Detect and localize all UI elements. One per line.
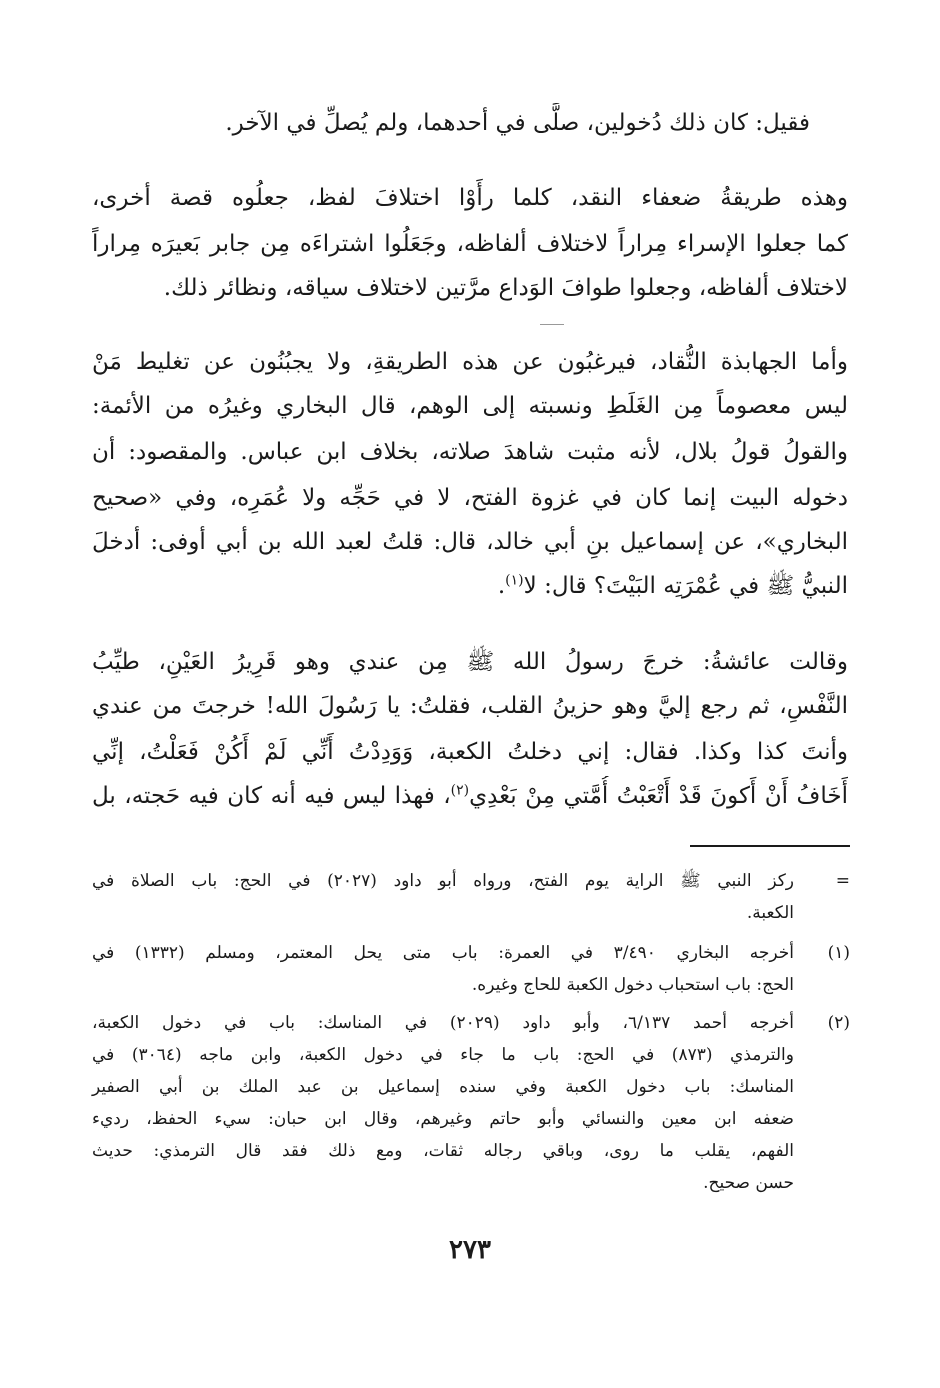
footnote-text: حسن صحيح.	[703, 1173, 794, 1193]
text-line: والقولُ قولُ بلال، لأنه مثبت شاهدَ صلاته، بخلاف ابن عباس. والمقصود: أن	[92, 439, 848, 465]
footnote-text: والترمذي (٨٧٣) في الحج: باب ما جاء في دخول الكعبة، وابن ماجه (٣٠٦٤) في	[92, 1045, 794, 1065]
footnote-marker: =	[835, 871, 850, 891]
footnote-2	[90, 1040, 850, 1071]
text-segment: أَخَافُ أَنْ أَكونَ قَدْ أَتْعَبْتُ أُمَّتي مِنْ بَعْدِي	[469, 783, 848, 809]
footnote-2	[90, 1136, 850, 1167]
footnote-text: الحج: باب استحباب دخول الكعبة للحاج وغيره.	[471, 975, 794, 995]
text-line: وأما الجهابذة النُّقاد، فيرغبُون عن هذه الطريقةِ، ولا يجبُنُون عن تغليط مَنْ	[92, 349, 848, 375]
text-line: وقالت عائشةُ: خرجَ رسولُ الله ﷺ مِن عندي وهو قَرِيرُ العَيْنِ، طيِّبُ	[92, 649, 848, 675]
text-line: ليس معصوماً مِن الغَلَطِ ونسبته إلى الوهم، قال البخاري وغيرُه من الأئمة:	[92, 393, 848, 419]
footnote-2	[90, 1104, 850, 1135]
footnote-text: ضعفه ابن معين والنسائي وأبو حاتم وغيرهم، وقال ابن حبان: سيء الحفظ، رديء	[92, 1109, 794, 1129]
footnote-text: أخرجه البخاري ٣/٤٩٠ في العمرة: باب متى يحل المعتمر، ومسلم (١٣٣٢) في	[92, 943, 794, 963]
text-line	[92, 566, 848, 606]
footnote-reference[interactable]: (١)	[505, 572, 524, 589]
footnote-text: ركز النبي ﷺ الراية يوم الفتح، ورواه أبو داود (٢٠٢٧) في الحج: باب الصلاة في	[92, 871, 795, 891]
text-line: فقيل: كان ذلك دُخولين، صلَّى في أحدهما، ولم يُصلِّ في الآخر.	[225, 110, 810, 136]
text-segment: ، فهذا ليس فيه أنه كان فيه حَجته، بل	[92, 783, 451, 809]
footnote-1	[90, 970, 850, 1001]
footnote-2	[90, 1008, 850, 1039]
footnote-continuation	[90, 898, 850, 929]
text-line: كما جعلوا الإسراء مِراراً لاختلاف ألفاظه، وجَعَلُوا اشتراءَه مِن جابر بَعيرَه مِراراً	[92, 231, 848, 257]
text-line: النَّفْسِ، ثم رجع إليَّ وهو حزينُ القلب، فقلتُ: يا رَسُولَ الله! خرجتَ من عندي	[92, 693, 848, 719]
text-segment: النبيُّ ﷺ في عُمْرَتِه البَيْتَ؟ قال: لا	[523, 573, 848, 599]
footnote-text: الفهم، يقلب ما روى، وباقي رجاله ثقات، ومع ذلك فقد قال الترمذي: حديث	[92, 1141, 794, 1161]
text-line: دخوله البيت إنما كان في غزوة الفتح، لا في حَجِّه ولا عُمَرِه، وفي «صحيح	[92, 485, 848, 511]
page-number: ٢٧٣	[449, 1235, 491, 1265]
text-segment: .	[497, 573, 506, 599]
footnote-divider	[690, 845, 850, 847]
text-line: البخاري»، عن إسماعيل بنِ أبي خالد، قال: قلتُ لعبد الله بن أبي أوفى: أدخلَ	[92, 529, 848, 555]
footnote-2	[90, 1168, 850, 1199]
text-line	[92, 776, 848, 816]
text-line: لاختلاف ألفاظه، وجعلوا طوافَ الوَداع مرَّتين لاختلاف سياقه، ونظائر ذلك.	[163, 275, 848, 301]
footnote-text: الكعبة.	[746, 903, 794, 923]
footnote-text: المناسك: باب دخول الكعبة وفي سنده إسماعيل بن عبد الملك بن أبي الصفير	[92, 1077, 794, 1097]
footnote-marker: (٢)	[827, 1013, 850, 1033]
text-line: وهذه طريقةُ ضعفاء النقد، كلما رأَوْا اختلافَ لفظ، جعلُوه قصة أخرى،	[92, 185, 848, 211]
footnote-2	[90, 1072, 850, 1103]
footnote-text: أخرجه أحمد ٦/١٣٧، وأبو داود (٢٠٢٩) في المناسك: باب في دخول الكعبة،	[92, 1013, 794, 1033]
footnote-1	[90, 938, 850, 969]
text-line: وأنتَ كذا وكذا. فقال: إني دخلتُ الكعبة، وَوَدِدْتُ أَنِّي لَمْ أَكُنْ فَعَلْتُ، إنِّي	[92, 739, 848, 765]
separator-mark	[540, 324, 564, 325]
footnote-continuation	[90, 866, 850, 897]
footnote-marker: (١)	[827, 943, 850, 963]
footnote-reference[interactable]: (٢)	[450, 782, 470, 799]
